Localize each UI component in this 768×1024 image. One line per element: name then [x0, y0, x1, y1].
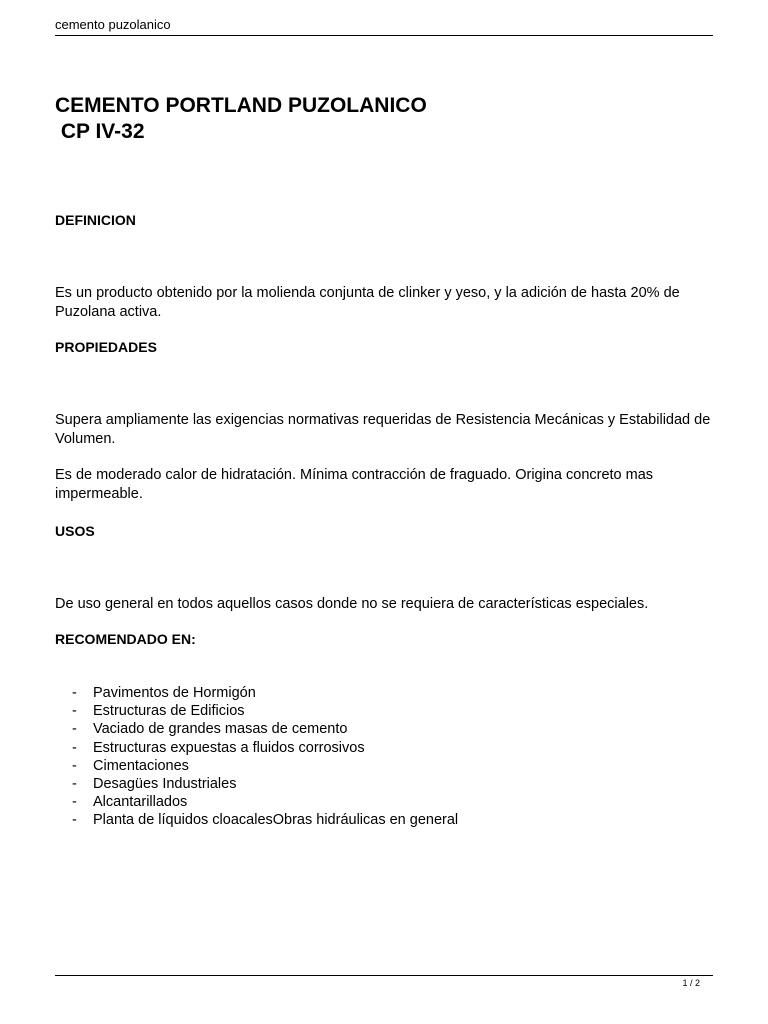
list-item-text: Desagües Industriales	[93, 776, 237, 793]
list-item	[72, 720, 458, 738]
list-item	[72, 739, 458, 757]
list-item	[72, 757, 458, 775]
list-item-text: Vaciado de grandes masas de cemento	[93, 721, 348, 738]
list-item	[72, 793, 458, 811]
footer-divider	[55, 975, 713, 976]
recommended-uses-list	[72, 684, 458, 830]
document-title	[55, 93, 427, 145]
list-item	[72, 684, 458, 702]
list-item	[72, 811, 458, 829]
list-item	[72, 775, 458, 793]
heading-recomendado: RECOMENDADO EN:	[55, 631, 196, 647]
heading-propiedades: PROPIEDADES	[55, 339, 157, 355]
document-title-line-2: CP IV-32	[55, 120, 145, 143]
list-bullet: -	[72, 721, 77, 738]
list-bullet: -	[72, 757, 77, 774]
heading-usos: USOS	[55, 523, 95, 539]
list-bullet: -	[72, 703, 77, 720]
paragraph-propiedades-resistencia: Supera ampliamente las exigencias normativas requeridas de Resistencia Mecánicas y Estabilidad de Volumen.	[55, 412, 711, 447]
list-bullet: -	[72, 776, 77, 793]
list-bullet: -	[72, 739, 77, 756]
list-item-text: Alcantarillados	[93, 794, 188, 811]
list-item-text: Estructuras de Edificios	[93, 703, 245, 720]
list-item-text: Estructuras expuestas a fluidos corrosivos	[93, 739, 365, 756]
running-header: cemento puzolanico	[55, 17, 171, 32]
list-item-text: Planta de líquidos cloacalesObras hidráulicas en general	[93, 812, 459, 829]
paragraph-usos: De uso general en todos aquellos casos donde no se requiera de características especiales.	[55, 596, 649, 612]
list-bullet: -	[72, 812, 77, 829]
paragraph-propiedades-hidratacion: Es de moderado calor de hidratación. Mínima contracción de fraguado. Origina concreto mas impermeable.	[55, 467, 654, 502]
document-title-line-1: CEMENTO PORTLAND PUZOLANICO	[55, 94, 427, 117]
paragraph-definicion: Es un producto obtenido por la molienda conjunta de clinker y yeso, y la adición de hasta 20% de Puzolana activa.	[55, 285, 680, 320]
header-divider	[55, 35, 713, 36]
heading-definicion: DEFINICION	[55, 212, 136, 228]
list-item-text: Cimentaciones	[93, 757, 189, 774]
list-item-text: Pavimentos de Hormigón	[93, 685, 256, 701]
list-item	[72, 702, 458, 720]
list-bullet: -	[72, 685, 77, 701]
page-number: 1 / 2	[682, 978, 700, 988]
list-bullet: -	[72, 794, 77, 811]
